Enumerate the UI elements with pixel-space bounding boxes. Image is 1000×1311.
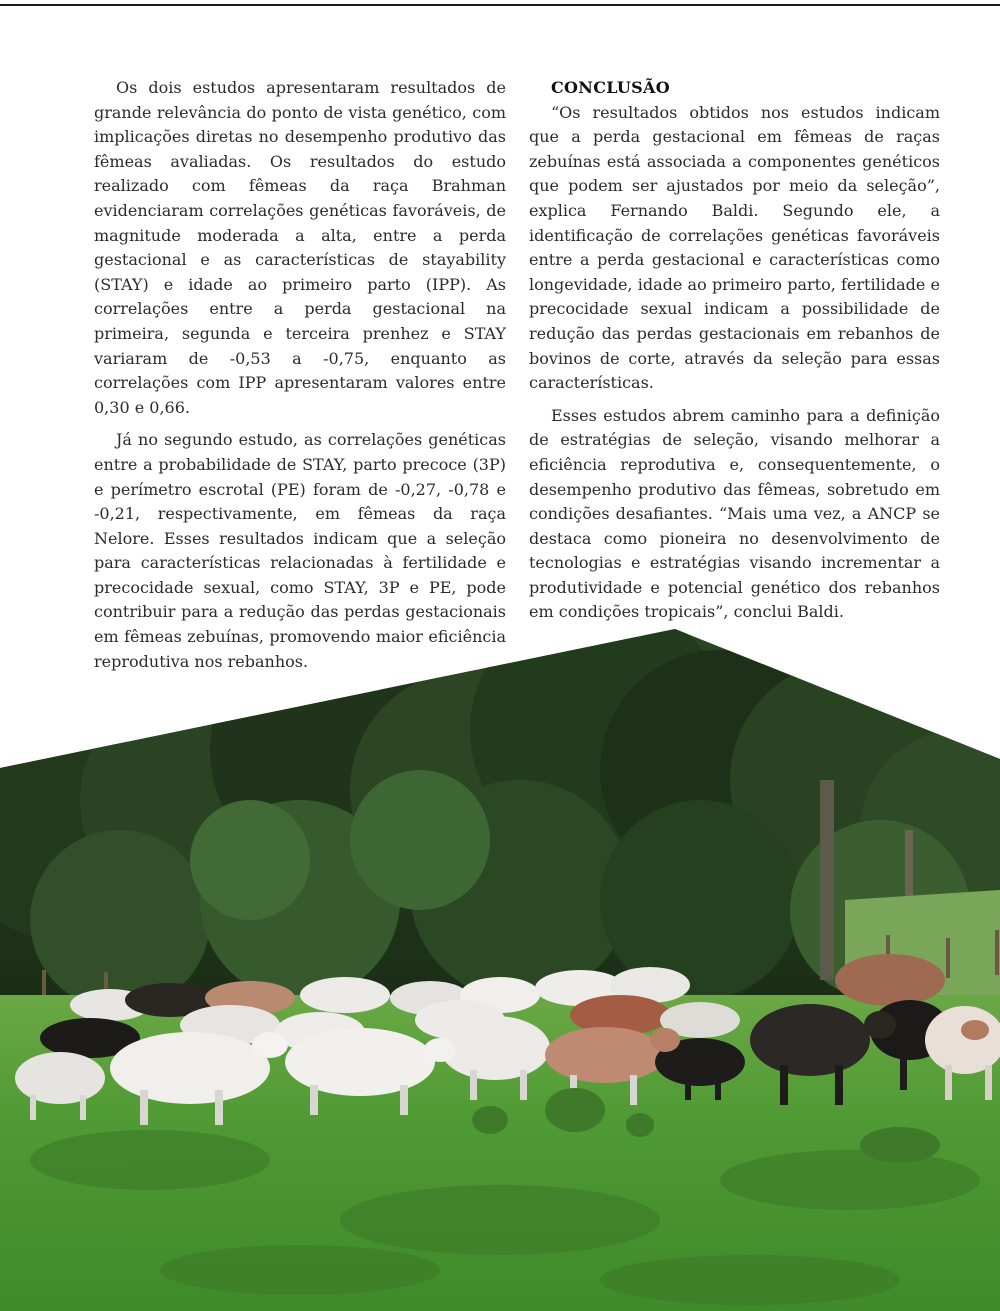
body-paragraph: Já no segundo estudo, as correlações genéticas entre a probabilidade de STAY, parto precoce (3P) e perímetro escrotal (PE) foram de -0,27, -0,78 e -0,21, respectivamente, em fêmeas da raça Nelore. Esses resultados indicam que a seleção para características relacionadas à fertilidade e precocidade sexual, como STAY, 3P e PE, pode contribuir para a redução das perdas gestacionais em fêmeas zebuínas, promovendo maior eficiência reprodutiva nos rebanhos. — [94, 430, 506, 671]
body-paragraph: Esses estudos abrem caminho para a definição de estratégias de seleção, visando melhorar a eficiência reprodutiva e, consequentemente, o desempenho produtivo das fêmeas, sobretudo em condições desafiantes. “Mais uma vez, a ANCP se destaca como pioneira no desenvolvimento de tecnologias e estratégias visando incrementar a produtividade e potencial genético dos rebanhos em condições tropicais”, conclui Baldi. — [529, 405, 940, 622]
tree-trunk — [820, 780, 834, 980]
right-text-column — [529, 76, 940, 633]
cattle-herd-photo — [0, 600, 1000, 1311]
body-paragraph: Os dois estudos apresentaram resultados de grande relevância do ponto de vista genético, com implicações diretas no desempenho produtivo das fêmeas avaliadas. Os resultados do estudo realizado com fêmeas da raça Brahman evidenciaram correlações genéticas favoráveis, de magnitude moderada a alta, entre a perda gestacional e as características de stayability (STAY) e idade ao primeiro parto (IPP). As correlações entre a perda gestacional na primeira, segunda e terceira prenhez e STAY variaram de -0,53 a -0,75, enquanto as correlações com IPP apresentaram valores entre 0,30 e 0,66. — [94, 78, 506, 417]
top-rule — [0, 4, 1000, 6]
body-paragraph: “Os resultados obtidos nos estudos indicam que a perda gestacional em fêmeas de raças zebuínas está associada a componentes genéticos que podem ser ajustados por meio da seleção”, explica Fernando Baldi. Segundo ele, a identificação de correlações genéticas favoráveis entre a perda gestacional e características como longevidade, idade ao primeiro parto, fertilidade e precocidade sexual indicam a possibilidade de redução das perdas gestacionais em rebanhos de bovinos de corte, através da seleção para essas características. — [529, 102, 940, 393]
left-text-column — [94, 76, 506, 682]
section-heading-conclusion: CONCLUSÃO — [551, 78, 670, 97]
